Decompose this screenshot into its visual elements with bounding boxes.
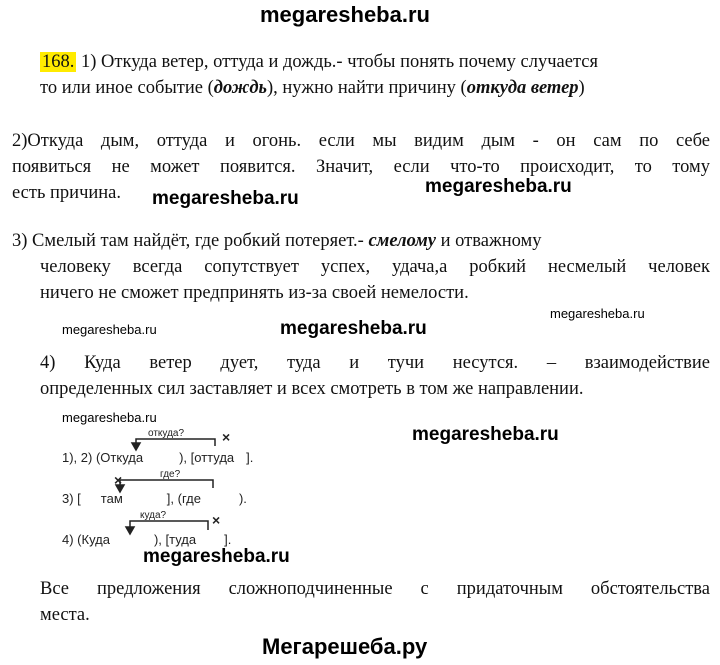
paragraph-4-line-1: 4) Куда ветер дует, туда и тучи несутся. – взаимодействие — [40, 353, 710, 373]
scheme-word: туда — [169, 532, 197, 547]
paragraph-1-text: 1) Откуда ветер, оттуда и дождь.- чтобы понять почему случается — [81, 52, 598, 72]
scheme-3 — [62, 532, 231, 547]
scheme-text: ), [ — [153, 532, 170, 547]
scheme-1-question: откуда? — [148, 428, 185, 439]
paragraph-2-line-2: появиться не может появится. Значит, если что-то происходит, то тому — [12, 157, 710, 177]
scheme-word: где — [181, 491, 201, 506]
paragraph-3-line-2: человеку всегда сопутствует успех, удача,а робкий несмелый человек — [40, 257, 710, 277]
scheme-3-cross-icon: × — [212, 512, 221, 528]
conclusion-line-2: места. — [40, 605, 90, 625]
paragraph-2-line-1: 2)Откуда дым, оттуда и огонь. если мы видим дым - он сам по себе — [12, 131, 710, 151]
scheme-2-question: где? — [160, 469, 181, 480]
paragraph-2-line-3: есть причина. — [12, 183, 122, 203]
scheme-1 — [62, 450, 253, 465]
scheme-text: ). — [238, 491, 247, 506]
watermark-paragraph2-left: megaresheba.ru — [152, 188, 299, 209]
scheme-3-question: куда? — [140, 510, 167, 521]
text-fragment: то или иное событие ( — [40, 78, 214, 98]
scheme-text: 1), 2) ( — [62, 450, 101, 465]
scheme-word: Куда — [81, 532, 110, 547]
text-fragment: ), нужно найти причину ( — [267, 78, 467, 98]
scheme-text: ], ( — [166, 491, 182, 506]
emphasis-cause: откуда ветер — [466, 78, 579, 98]
watermark-small-right: megaresheba.ru — [550, 306, 645, 321]
scheme-text: 3) [ — [62, 491, 81, 506]
scheme-2 — [62, 491, 247, 506]
conclusion-line-1: Все предложения сложноподчиненные с придаточным обстоятельства — [40, 579, 710, 599]
scheme-text: ]. — [246, 450, 254, 465]
watermark-footer: Мегарешеба.ру — [262, 634, 428, 659]
text-fragment: и отважному — [440, 231, 542, 251]
scheme-word: оттуда — [194, 450, 235, 465]
scheme-text: ]. — [224, 532, 232, 547]
emphasis-brave: смелому — [368, 231, 436, 251]
watermark-schemes-bottom: megaresheba.ru — [143, 546, 290, 567]
watermark-center: megaresheba.ru — [280, 318, 427, 339]
paragraph-4-line-2: определенных сил заставляет и всех смотреть в том же направлении. — [40, 379, 584, 399]
watermark-schemes-small: megaresheba.ru — [62, 410, 157, 425]
scheme-word: там — [100, 491, 123, 506]
scheme-1-cross-icon: × — [222, 429, 231, 445]
text-fragment: 3) Смелый там найдёт, где робкий потеряет.- — [12, 231, 364, 251]
watermark-schemes-right: megaresheba.ru — [412, 424, 559, 445]
text-fragment: ) — [578, 78, 585, 98]
scheme-text: 4) ( — [62, 532, 82, 547]
scheme-word: Откуда — [100, 450, 144, 465]
watermark-top: megaresheba.ru — [260, 2, 430, 27]
scheme-text: ), [ — [179, 450, 195, 465]
scheme-2-cross-icon: × — [114, 472, 123, 488]
emphasis-effect: дождь — [213, 78, 267, 98]
paragraph-3-line-3: ничего не сможет предпринять из-за своей немелости. — [40, 283, 469, 303]
watermark-paragraph2-right: megaresheba.ru — [425, 176, 572, 197]
watermark-small-left: megaresheba.ru — [62, 322, 157, 337]
exercise-number: 168. — [42, 52, 75, 72]
